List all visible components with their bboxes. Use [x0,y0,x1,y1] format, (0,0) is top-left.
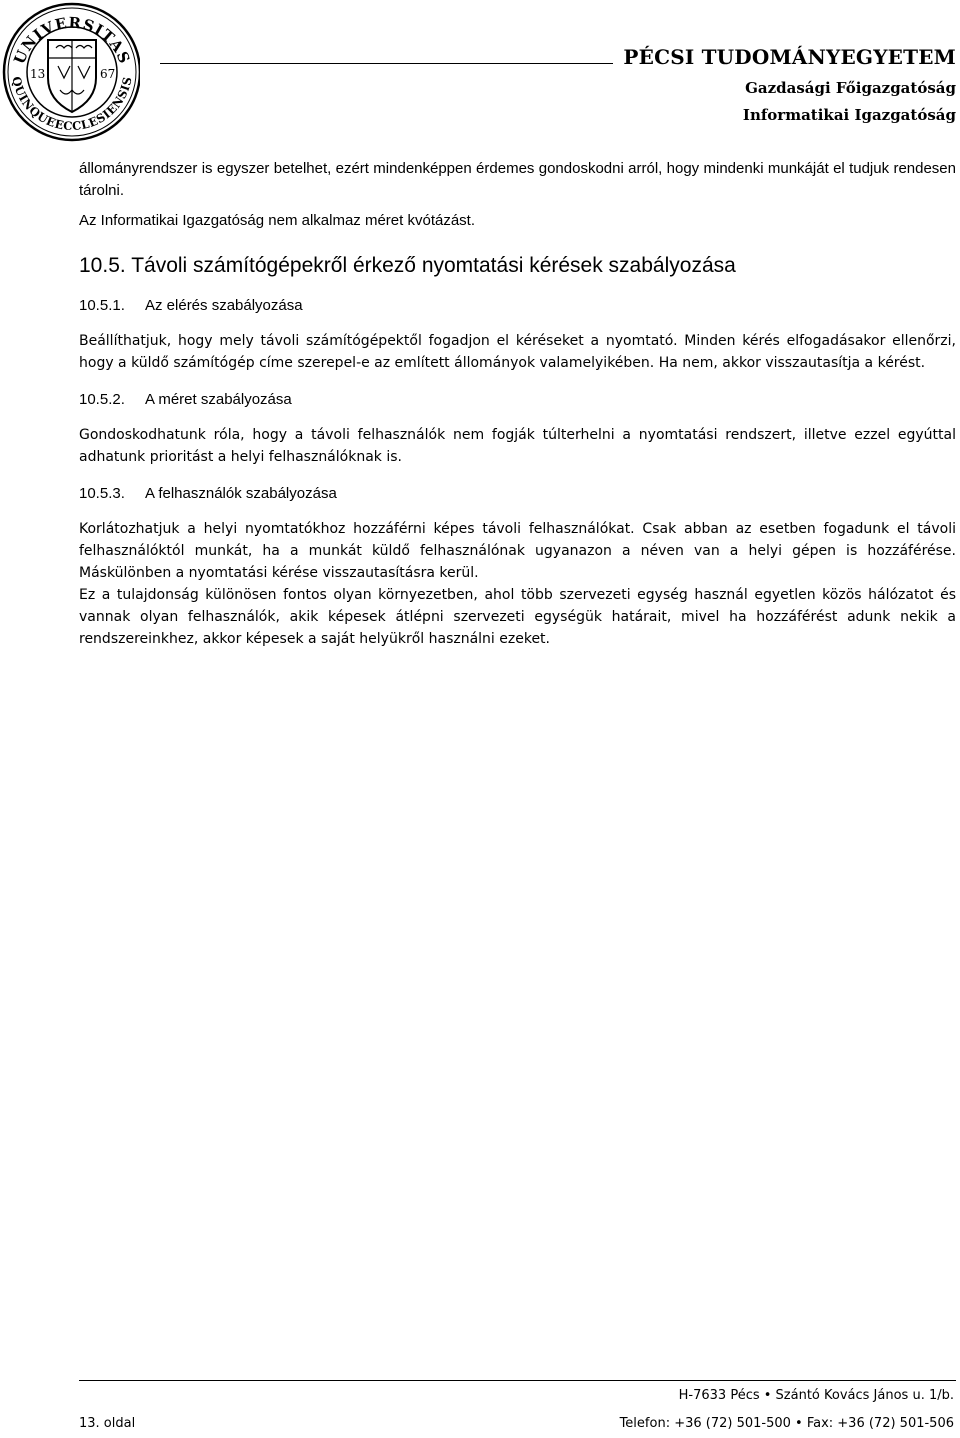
subsection-number: 10.5.1. [79,297,125,314]
subsection-heading [79,296,956,316]
subsection-number: 10.5.2. [79,391,125,408]
university-seal-logo [0,0,140,145]
subsection-title: A felhasználók szabályozása [145,485,337,502]
directorate-name: Informatikai Igazgatóság [742,106,956,124]
footer-address: H-7633 Pécs • Szántó Kovács János u. 1/b. [678,1388,954,1403]
seal-year-right: 67 [100,67,116,81]
document-body [79,158,956,650]
letterhead [613,44,956,125]
subsection-heading [79,484,956,504]
subsection-title: A méret szabályozása [145,391,292,408]
university-name: PÉCSI TUDOMÁNYEGYETEM [613,44,956,70]
footer-divider [79,1380,956,1381]
paragraph: Ez a tulajdonság különösen fontos olyan környezetben, ahol több szervezeti egység használ egyetlen közös hálózatot és vannak olyan felhasználók, akik képesek átlépni szervezeti egységük határait, mivel ha hozzáférést adunk nekik a rendszereinkhez, akkor képesek a saját helyükről használni ezeket. [79,587,956,647]
section-title: Távoli számítógépekről érkező nyomtatási kérések szabályozása [131,254,736,277]
svg-text:UNIVERSITAS: UNIVERSITAS [10,13,134,67]
paragraph: Korlátozhatjuk a helyi nyomtatókhoz hozzáférni képes távoli felhasználókat. Csak abban az esetben fogadunk el távoli felhasználóktól munkát, ha a munkát küldő felhasználónak ugyanazon a néven van a helyi gépen is hozzáférése. Máskülönben a nyomtatási kérése visszautasításra kerül. [79,521,956,581]
page-number: 13. oldal [79,1416,136,1431]
section-heading [79,252,956,280]
footer-contact: Telefon: +36 (72) 501-500 • Fax: +36 (72) 501-506 [619,1416,954,1431]
quota-note: Az Informatikai Igazgatóság nem alkalmaz méret kvótázást. [79,212,476,229]
svg-text:QUINQUEECCLESIENSIS: QUINQUEECCLESIENSIS [9,75,135,134]
subsection-heading [79,390,956,410]
subsection-number: 10.5.3. [79,485,125,502]
department-name: Gazdasági Főigazgatóság [745,79,956,97]
subsection-title: Az elérés szabályozása [145,297,303,314]
paragraph: Gondoskodhatunk róla, hogy a távoli felhasználók nem fogják túlterhelni a nyomtatási rendszert, illetve ezzel egyúttal adhatunk prioritást a helyi felhasználóknak is. [79,427,956,465]
paragraph: Beállíthatjuk, hogy mely távoli számítógépektől fogadjon el kéréseket a nyomtató. Minden kérés elfogadásakor ellenőrzi, hogy a küldő számítógép címe szerepel-e az említett állományok valamelyikében. Ha nem, akkor visszautasítja a kérést. [79,333,956,371]
section-number: 10.5. [79,254,126,277]
intro-paragraph: állományrendszer is egyszer betelhet, ezért mindenképpen érdemes gondoskodni arról, hogy mindenki munkáját el tudjuk rendesen tárolni. [79,160,956,199]
seal-year-left: 13 [30,67,46,81]
